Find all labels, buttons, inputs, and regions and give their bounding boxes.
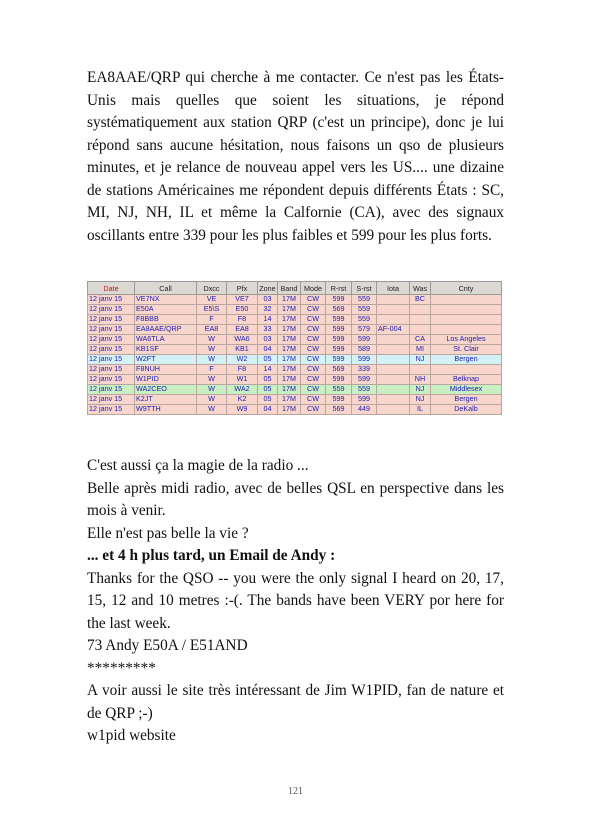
table-cell: 12 janv 15 <box>88 375 135 385</box>
table-cell: 599 <box>326 325 352 335</box>
table-cell: BC <box>410 295 431 305</box>
table-cell: W <box>197 385 227 395</box>
table-cell: 12 janv 15 <box>88 355 135 365</box>
table-cell: W <box>197 405 227 415</box>
table-cell: W9 <box>227 405 258 415</box>
table-cell: 12 janv 15 <box>88 395 135 405</box>
table-cell: 17M <box>278 325 301 335</box>
column-header: R-rst <box>326 282 352 295</box>
table-row <box>88 385 502 395</box>
table-cell: CW <box>301 335 326 345</box>
table-cell: 14 <box>258 365 278 375</box>
table-cell: 05 <box>258 375 278 385</box>
table-cell: Bergen <box>431 395 502 405</box>
table-row <box>88 335 502 345</box>
table-cell: CW <box>301 325 326 335</box>
table-cell: K2JT <box>135 395 197 405</box>
table-cell: Bergen <box>431 355 502 365</box>
column-header: Cnty <box>431 282 502 295</box>
table-cell: 03 <box>258 335 278 345</box>
table-cell: CW <box>301 305 326 315</box>
table-cell <box>377 345 410 355</box>
table-cell <box>377 335 410 345</box>
column-header: Band <box>278 282 301 295</box>
table-cell: CW <box>301 295 326 305</box>
column-header: Zone <box>259 283 276 293</box>
table-cell: 569 <box>326 405 352 415</box>
table-header-row <box>88 282 502 295</box>
table-cell: KB1 <box>227 345 258 355</box>
text-line: Belle après midi radio, avec de belles QSL en perspective dans les mois à venir. <box>87 479 504 519</box>
table-cell: NH <box>410 375 431 385</box>
table-cell: W1PID <box>135 375 197 385</box>
table-cell: E5\S <box>197 305 227 315</box>
table-cell <box>431 305 502 315</box>
table-cell: 17M <box>278 365 301 375</box>
table-cell: 599 <box>326 355 352 365</box>
table-row <box>88 365 502 375</box>
table-cell: CW <box>301 355 326 365</box>
table-cell: 589 <box>352 345 377 355</box>
table-row <box>88 315 502 325</box>
body-paragraph: EA8AAE/QRP qui cherche à me contacter. Ce n'est pas les États-Unis mais quelles que soient les situations, je répond systématiquement aux station QRP (c'est un principe), donc je lui répond sans aucune hésitation, nous faisons un qso de plusieurs minutes, et je relance de nouveau appel vers les US.... une dizaine de stations Américaines me répondent depuis différents États : SC, MI, NJ, NH, IL et même la Calfornie (CA), avec des signaux oscillants entre 339 pour les plus faibles et 599 pour les plus forts. <box>87 69 504 244</box>
table-cell: 05 <box>258 385 278 395</box>
column-header: Iota <box>377 282 410 295</box>
table-cell <box>410 365 431 375</box>
table-cell: F8BBB <box>135 315 197 325</box>
table-cell: 17M <box>278 385 301 395</box>
column-header: S-rst <box>352 282 377 295</box>
table-cell: F <box>197 365 227 375</box>
table-cell: 599 <box>326 315 352 325</box>
table-cell: 17M <box>278 405 301 415</box>
table-row <box>88 395 502 405</box>
table-cell: F8 <box>227 365 258 375</box>
table-cell: W9TTH <box>135 405 197 415</box>
table-cell: CW <box>301 365 326 375</box>
table-cell <box>431 295 502 305</box>
table-cell <box>377 295 410 305</box>
table-cell: 17M <box>278 345 301 355</box>
table-cell: 12 janv 15 <box>88 315 135 325</box>
table-cell: W <box>197 375 227 385</box>
table-row <box>88 305 502 315</box>
text-line: Thanks for the QSO -- you were the only signal I heard on 20, 17, 15, 12 and 10 metres :-(. The bands have been VERY por here for the last week. <box>87 569 504 632</box>
table-row <box>88 375 502 385</box>
table-cell: 17M <box>278 395 301 405</box>
table-cell: 579 <box>352 325 377 335</box>
table-cell: 04 <box>258 405 278 415</box>
table-cell: W <box>197 355 227 365</box>
table-cell: 599 <box>326 335 352 345</box>
table-cell: 12 janv 15 <box>88 305 135 315</box>
column-header: Mode <box>301 282 326 295</box>
table-cell: VE7 <box>227 295 258 305</box>
table-cell: 04 <box>258 345 278 355</box>
table-cell: 599 <box>326 375 352 385</box>
table-cell <box>410 305 431 315</box>
table-row <box>88 405 502 415</box>
table-cell: Los Angeles <box>431 335 502 345</box>
table-cell: CA <box>410 335 431 345</box>
table-cell: W <box>197 335 227 345</box>
page-number: 121 <box>288 786 303 797</box>
table-cell: 559 <box>352 295 377 305</box>
text-line: C'est aussi ça la magie de la radio ... <box>87 457 309 474</box>
table-cell: 339 <box>352 365 377 375</box>
table-cell: 12 janv 15 <box>88 335 135 345</box>
table-cell <box>410 325 431 335</box>
table-cell: W2 <box>227 355 258 365</box>
table-cell: 12 janv 15 <box>88 365 135 375</box>
table-cell: EA8 <box>197 325 227 335</box>
text-line: 73 Andy E50A / E51AND <box>87 637 248 654</box>
table-cell: 14 <box>258 315 278 325</box>
table-cell: 17M <box>278 315 301 325</box>
table-cell: 599 <box>352 375 377 385</box>
table-cell: 05 <box>258 395 278 405</box>
table-cell <box>377 365 410 375</box>
table-cell: DeKalb <box>431 405 502 415</box>
table-cell: MI <box>410 345 431 355</box>
table-cell: WA6 <box>227 335 258 345</box>
table-cell: CW <box>301 385 326 395</box>
table-cell: CW <box>301 315 326 325</box>
table-cell: W <box>197 395 227 405</box>
table-row <box>88 325 502 335</box>
table-cell <box>377 375 410 385</box>
table-cell: 12 janv 15 <box>88 295 135 305</box>
table-cell: E50 <box>227 305 258 315</box>
table-cell: 449 <box>352 405 377 415</box>
table-cell: Middlesex <box>431 385 502 395</box>
table-cell: 17M <box>278 305 301 315</box>
table-cell <box>377 315 410 325</box>
table-cell: EA8AAE/QRP <box>135 325 197 335</box>
table-cell: CW <box>301 405 326 415</box>
table-cell <box>431 365 502 375</box>
table-cell: 599 <box>326 345 352 355</box>
text-line: Elle n'est pas belle la vie ? <box>87 524 249 542</box>
table-cell: KB1SF <box>135 345 197 355</box>
table-cell: F <box>197 315 227 325</box>
table-cell: 32 <box>258 305 278 315</box>
table-cell: 03 <box>258 295 278 305</box>
table-cell: 17M <box>278 355 301 365</box>
table-body <box>88 295 502 415</box>
table-cell: F8NUH <box>135 365 197 375</box>
table-cell: CW <box>301 345 326 355</box>
table-cell: 599 <box>326 395 352 405</box>
table-cell: W2FT <box>135 355 197 365</box>
table-cell: NJ <box>410 355 431 365</box>
table-cell: 569 <box>326 305 352 315</box>
table-cell: W1 <box>227 375 258 385</box>
table-cell: 599 <box>352 395 377 405</box>
table-cell: 559 <box>326 385 352 395</box>
text-line: ********* <box>87 659 156 677</box>
table-cell: 599 <box>352 355 377 365</box>
qso-log-table <box>87 281 502 415</box>
table-cell <box>431 315 502 325</box>
table-cell: 12 janv 15 <box>88 385 135 395</box>
table-cell: 559 <box>352 315 377 325</box>
table-cell: 569 <box>326 365 352 375</box>
text-line: A voir aussi le site très intéressant de Jim W1PID, fan de nature et de QRP ;-) <box>87 682 504 722</box>
table-cell: 12 janv 15 <box>88 405 135 415</box>
table-cell: 17M <box>278 295 301 305</box>
table-cell: CW <box>301 375 326 385</box>
table-cell: 33 <box>258 325 278 335</box>
column-header: Was <box>410 282 431 295</box>
table-cell: AF-004 <box>377 325 410 335</box>
text-line: w1pid website <box>87 727 176 744</box>
table-cell: WA2 <box>227 385 258 395</box>
table-cell: EA8 <box>227 325 258 335</box>
table-cell <box>431 325 502 335</box>
table-cell: WA2CEO <box>135 385 197 395</box>
table-cell: K2 <box>227 395 258 405</box>
table-cell: 559 <box>352 385 377 395</box>
table-cell: WA6TLA <box>135 335 197 345</box>
table-row <box>88 355 502 365</box>
column-header: Dxcc <box>197 282 227 295</box>
table-cell: St. Clair <box>431 345 502 355</box>
table-cell: CW <box>301 395 326 405</box>
column-header: Date <box>88 282 135 295</box>
table-cell <box>377 405 410 415</box>
table-cell <box>410 315 431 325</box>
table-cell: 12 janv 15 <box>88 325 135 335</box>
table-cell: NJ <box>410 385 431 395</box>
table-cell: 05 <box>258 355 278 365</box>
table-cell: 559 <box>352 305 377 315</box>
table-cell: Belknap <box>431 375 502 385</box>
table-row <box>88 345 502 355</box>
column-header: Call <box>135 282 197 295</box>
table-cell: VE7NX <box>135 295 197 305</box>
email-heading: ... et 4 h plus tard, un Email de Andy : <box>87 547 336 564</box>
column-header: Pfx <box>227 282 258 295</box>
table-cell: 17M <box>278 335 301 345</box>
table-cell: 599 <box>352 335 377 345</box>
table-cell: W <box>197 345 227 355</box>
table-cell: F8 <box>227 315 258 325</box>
table-cell: NJ <box>410 395 431 405</box>
table-cell <box>377 355 410 365</box>
table-row <box>88 295 502 305</box>
closing-text <box>87 455 504 748</box>
table-cell: 12 janv 15 <box>88 345 135 355</box>
table-cell <box>377 395 410 405</box>
table-cell: 17M <box>278 375 301 385</box>
table-cell: IL <box>410 405 431 415</box>
table-cell: VE <box>197 295 227 305</box>
table-cell <box>377 305 410 315</box>
table-cell <box>377 385 410 395</box>
table-cell: E50A <box>135 305 197 315</box>
table-cell: 599 <box>326 295 352 305</box>
